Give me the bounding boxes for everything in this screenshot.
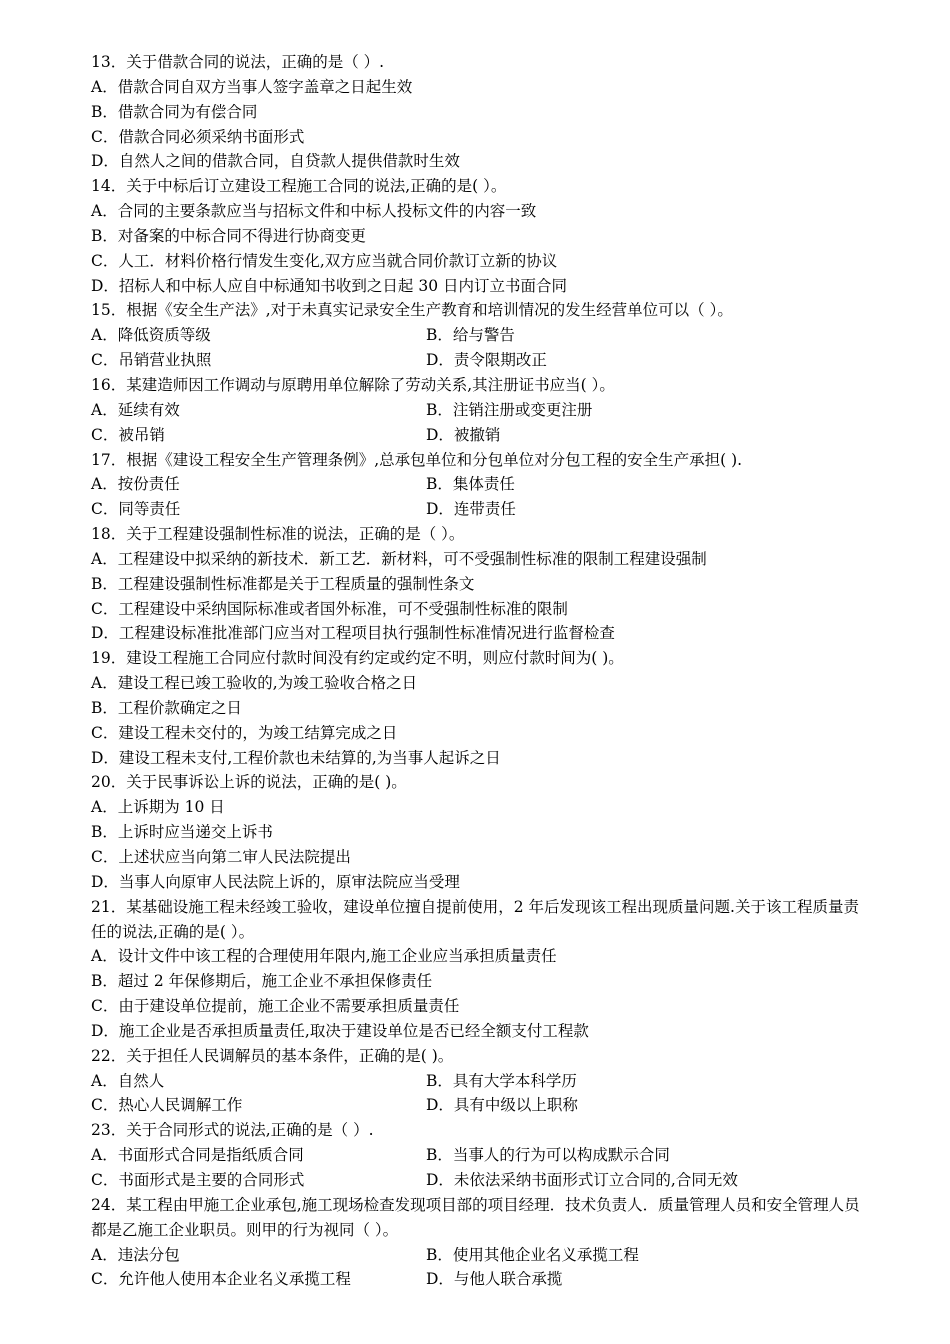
question-24-option-d: D．与他人联合承揽 <box>426 1270 563 1289</box>
question-21-option-d: D．施工企业是否承担质量责任,取决于建设单位是否已经全额支付工程款 <box>91 1021 589 1040</box>
question-14-option-d: D．招标人和中标人应自中标通知书收到之日起 30 日内订立书面合同 <box>91 276 568 295</box>
question-15-option-c: C．吊销营业执照 <box>91 351 212 370</box>
question-24-options-row-1 <box>91 1243 870 1268</box>
question-16-options-row-2 <box>91 423 870 448</box>
question-23-option-b: B．当事人的行为可以构成默示合同 <box>426 1146 670 1165</box>
question-24-stem: 24．某工程由甲施工企业承包,施工现场检查发现项目部的项目经理．技术负责人．质量管理人员和安全管理人员都是乙施工企业职员。则甲的行为视同（ ）。 <box>91 1195 860 1239</box>
question-16-stem: 16．某建造师因工作调动与原聘用单位解除了劳动关系,其注册证书应当( ）。 <box>91 375 615 394</box>
question-17-options-row-1 <box>91 472 870 497</box>
question-17-option-c: C．同等责任 <box>91 500 181 519</box>
question-23-options-row-2 <box>91 1168 870 1193</box>
question-17-option-b: B．集体责任 <box>426 475 515 494</box>
question-14-option-b: B．对备案的中标合同不得进行协商变更 <box>91 226 366 245</box>
question-16-option-a: A．延续有效 <box>91 400 180 419</box>
question-20-option-c: C．上述状应当向第二审人民法院提出 <box>91 848 351 866</box>
question-15-options-row-1 <box>91 323 870 348</box>
question-22-options-row-1 <box>91 1069 870 1094</box>
question-21-option-c: C．由于建设单位提前，施工企业不需要承担质量责任 <box>91 997 460 1016</box>
question-22-options-row-2 <box>91 1093 870 1118</box>
question-24-option-a: A．违法分包 <box>91 1245 180 1264</box>
question-14-option-c: C．人工．材料价格行情发生变化,双方应当就合同价款订立新的协议 <box>91 251 558 270</box>
question-18-option-d: D．工程建设标准批准部门应当对工程项目执行强制性标准情况进行监督检查 <box>91 624 615 643</box>
question-18-stem: 18．关于工程建设强制性标准的说法，正确的是（ ）。 <box>91 525 465 544</box>
question-24-options-row-2 <box>91 1267 870 1292</box>
question-16-option-b: B．注销注册或变更注册 <box>426 400 593 419</box>
question-16-option-c: C．被吊销 <box>91 425 165 444</box>
question-13-option-d: D．自然人之间的借款合同，自贷款人提供借款时生效 <box>91 152 460 171</box>
question-20-option-d: D．当事人向原审人民法院上诉的，原审法院应当受理 <box>91 872 460 891</box>
question-19-stem: 19．建设工程施工合同应付款时间没有约定或约定不明，则应付款时间为( )。 <box>91 649 624 668</box>
question-23-stem: 23．关于合同形式的说法,正确的是（ ）. <box>91 1121 374 1140</box>
question-14-stem: 14．关于中标后订立建设工程施工合同的说法,正确的是( ）。 <box>91 177 507 196</box>
question-23-option-d: D．未依法采纳书面形式订立合同的,合同无效 <box>426 1170 738 1189</box>
question-21-stem: 21．某基础设施工程未经竣工验收，建设单位擅自提前使用，2 年后发现该工程出现质量问题.关于该工程质量责任的说法,正确的是( ）。 <box>91 897 859 941</box>
question-20-option-b: B．上诉时应当递交上诉书 <box>91 823 273 842</box>
question-19-option-d: D．建设工程未支付,工程价款也未结算的,为当事人起诉之日 <box>91 748 501 767</box>
question-22-option-a: A．自然人 <box>91 1071 165 1090</box>
question-23-option-a: A．书面形式合同是指纸质合同 <box>91 1146 304 1165</box>
question-21-option-b: B．超过 2 年保修期后，施工企业不承担保修责任 <box>91 972 433 991</box>
question-22-option-b: B．具有大学本科学历 <box>426 1071 577 1090</box>
question-17-options-row-2 <box>91 497 870 522</box>
question-19-option-a: A．建设工程已竣工验收的,为竣工验收合格之日 <box>91 674 418 693</box>
question-24-option-b: B．使用其他企业名义承揽工程 <box>426 1245 639 1264</box>
question-17-stem: 17．根据《建设工程安全生产管理条例》,总承包单位和分包单位对分包工程的安全生产承担( ). <box>91 450 743 469</box>
question-15-options-row-2 <box>91 348 870 373</box>
question-21-option-a: A．设计文件中该工程的合理使用年限内,施工企业应当承担质量责任 <box>91 947 557 966</box>
question-15-option-b: B．给与警告 <box>426 326 515 345</box>
question-17-option-d: D．连带责任 <box>426 500 516 519</box>
question-15-option-a: A．降低资质等级 <box>91 326 211 345</box>
question-20-stem: 20．关于民事诉讼上诉的说法，正确的是( )。 <box>91 773 407 792</box>
question-16-options-row-1 <box>91 398 870 423</box>
question-20-option-a: A．上诉期为 10 日 <box>91 798 225 817</box>
question-16-option-d: D．被撤销 <box>426 425 501 444</box>
question-15-stem: 15．根据《安全生产法》,对于未真实记录安全生产教育和培训情况的发生经营单位可以（ ）。 <box>91 301 733 320</box>
question-22-option-d: D．具有中级以上职称 <box>426 1096 578 1115</box>
question-13-option-b: B．借款合同为有偿合同 <box>91 102 258 121</box>
question-22-stem: 22．关于担任人民调解员的基本条件，正确的是( )。 <box>91 1046 454 1065</box>
question-14-option-a: A．合同的主要条款应当与招标文件和中标人投标文件的内容一致 <box>91 202 537 221</box>
question-19-option-c: C．建设工程未交付的，为竣工结算完成之日 <box>91 723 398 742</box>
question-13-option-c: C．借款合同必须采纳书面形式 <box>91 127 305 146</box>
question-19-option-b: B．工程价款确定之日 <box>91 698 242 717</box>
question-17-option-a: A．按份责任 <box>91 475 180 494</box>
question-23-options-row-1 <box>91 1143 870 1168</box>
question-13-stem: 13．关于借款合同的说法，正确的是（ ）. <box>91 53 385 71</box>
question-24-option-c: C．允许他人使用本企业名义承揽工程 <box>91 1270 351 1289</box>
question-15-option-d: D．责令限期改正 <box>426 351 547 370</box>
question-18-option-c: C．工程建设中采纳国际标准或者国外标准，可不受强制性标准的限制 <box>91 599 568 618</box>
question-18-option-b: B．工程建设强制性标准都是关于工程质量的强制性条文 <box>91 574 475 593</box>
question-13-option-a: A．借款合同自双方当事人签字盖章之日起生效 <box>91 77 413 96</box>
question-23-option-c: C．书面形式是主要的合同形式 <box>91 1170 305 1189</box>
question-22-option-c: C．热心人民调解工作 <box>91 1096 243 1115</box>
question-18-option-a: A．工程建设中拟采纳的新技术．新工艺．新材料，可不受强制性标准的限制工程建设强制 <box>91 549 707 568</box>
